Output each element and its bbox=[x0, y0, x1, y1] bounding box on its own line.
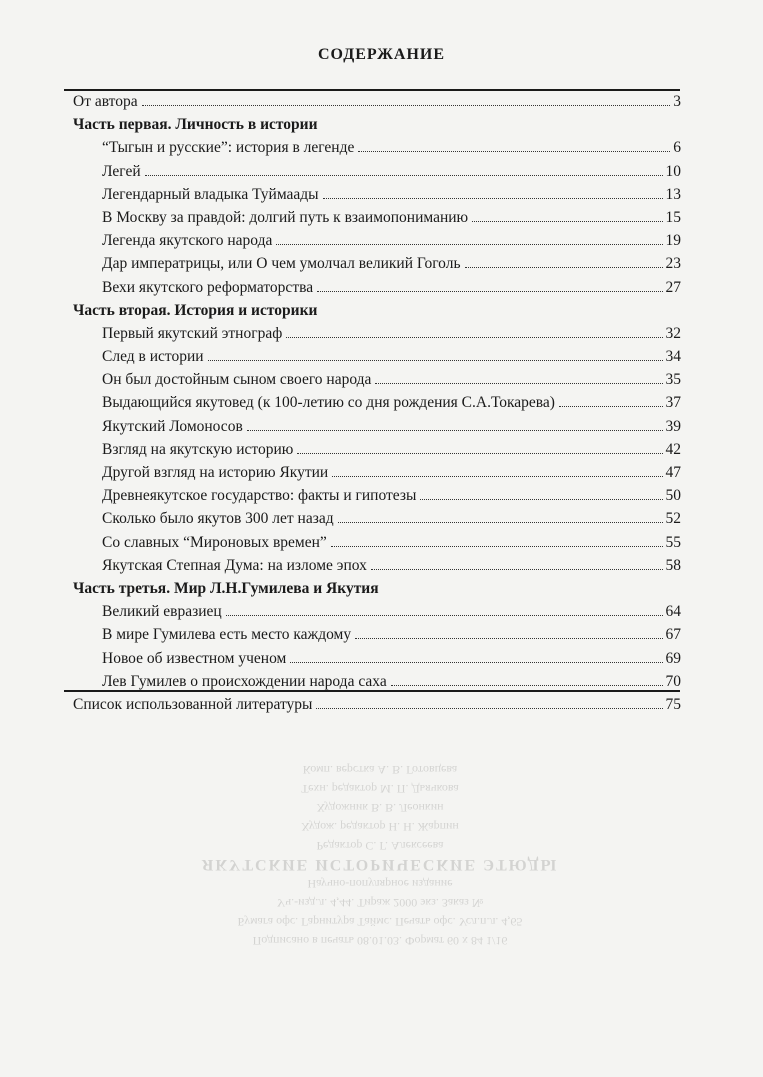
toc-entry-title: Часть вторая. История и историки bbox=[73, 301, 318, 319]
imprint-line: Редактор С. Г. Алексеева bbox=[316, 839, 444, 853]
toc-entry-title: Со славных “Мироновых времен” bbox=[102, 533, 327, 551]
toc-entry-title: Вехи якутского реформаторства bbox=[102, 278, 314, 296]
toc-entry-title: След в истории bbox=[102, 348, 204, 366]
page-title: СОДЕРЖАНИЕ bbox=[317, 46, 446, 63]
toc-page-number: 6 bbox=[673, 139, 681, 157]
toc-entry bbox=[73, 461, 681, 484]
toc-page-number: 37 bbox=[665, 394, 681, 412]
toc-entry bbox=[73, 693, 681, 716]
toc-dot-leader bbox=[323, 198, 663, 199]
toc-entry bbox=[73, 90, 681, 113]
toc-page-number: 50 bbox=[665, 487, 681, 505]
toc-page-number: 69 bbox=[665, 649, 681, 667]
toc-dot-leader bbox=[420, 499, 662, 500]
toc-page-number: 34 bbox=[665, 348, 681, 366]
toc-entry-title: Якутская Степная Дума: на изломе эпох bbox=[102, 556, 367, 574]
toc-page-number: 39 bbox=[665, 417, 681, 435]
toc-entry-title: Взгляд на якутскую историю bbox=[102, 440, 294, 458]
toc-dot-leader bbox=[472, 221, 662, 222]
toc-entry bbox=[73, 229, 681, 252]
toc-entry-title: Легенда якутского народа bbox=[102, 232, 273, 250]
toc-entry-title: Великий евразиец bbox=[102, 603, 222, 621]
toc-entry-title: Другой взгляд на историю Якутии bbox=[102, 464, 329, 481]
toc-entry bbox=[73, 136, 681, 159]
toc-entry-title: Выдающийся якутовед (к 100-летию со дня рождения С.А.Токарева) bbox=[102, 394, 555, 412]
toc-entry-title: Древнеякутское государство: факты и гипотезы bbox=[102, 487, 417, 505]
toc-dot-leader bbox=[465, 267, 663, 268]
toc-page-number: 58 bbox=[665, 556, 681, 574]
toc-page-number: 52 bbox=[665, 510, 681, 528]
toc-page-number: 70 bbox=[665, 672, 681, 690]
imprint-line: Подписано в печать 08.01.03. Формат 60 х 84 1/16 bbox=[252, 934, 508, 948]
toc-dot-leader bbox=[247, 430, 663, 431]
imprint-line: Художник В. В. Леонкин bbox=[316, 801, 444, 815]
imprint-line: Комп. верстка А. В. Готовцева bbox=[302, 763, 458, 777]
toc-entry-title: Новое об известном ученом bbox=[102, 649, 287, 667]
toc-entry-title: Легей bbox=[102, 162, 141, 180]
table-of-contents bbox=[73, 90, 681, 716]
toc-entry bbox=[73, 276, 681, 299]
toc-dot-leader bbox=[297, 453, 662, 454]
toc-dot-leader bbox=[375, 383, 662, 384]
toc-page-number: 47 bbox=[665, 464, 681, 481]
toc-dot-leader bbox=[559, 406, 663, 407]
toc-entry bbox=[73, 252, 681, 275]
toc-dot-leader bbox=[142, 105, 671, 106]
toc-entry bbox=[73, 345, 681, 368]
toc-page-number: 27 bbox=[665, 278, 681, 296]
toc-dot-leader bbox=[371, 569, 663, 570]
toc-entry bbox=[73, 438, 681, 461]
toc-page-number: 10 bbox=[665, 162, 681, 180]
imprint-line: Уч.-изд.л. 4,44. Тираж 2000 экз. Заказ № bbox=[276, 896, 484, 910]
imprint-line: ЯКУТСКИЕ ИСТОРИЧЕСКИЕ ЭТЮДЫ bbox=[201, 856, 559, 873]
toc-page-number: 75 bbox=[665, 695, 681, 713]
toc-entry-title: Легендарный владыка Туймаады bbox=[102, 185, 319, 203]
toc-page-number: 32 bbox=[665, 324, 681, 342]
toc-page-number: 13 bbox=[665, 185, 681, 203]
toc-dot-leader bbox=[338, 522, 663, 523]
toc-dot-leader bbox=[226, 615, 663, 616]
toc-entry-title: Лев Гумилев о происхождении народа саха bbox=[102, 672, 387, 690]
toc-entry bbox=[73, 600, 681, 623]
toc-dot-leader bbox=[286, 337, 662, 338]
toc-entry-title: “Тыгын и русские”: история в легенде bbox=[102, 139, 355, 157]
toc-entry-title: От автора bbox=[73, 93, 138, 110]
imprint-line: Техн. редактор М. П. Дьячкова bbox=[301, 782, 459, 796]
toc-entry bbox=[73, 160, 681, 183]
toc-dot-leader bbox=[145, 175, 663, 176]
toc-dot-leader bbox=[331, 546, 663, 547]
toc-entry-title: Часть первая. Личность в истории bbox=[73, 116, 318, 134]
toc-entry bbox=[73, 206, 681, 229]
toc-dot-leader bbox=[391, 685, 663, 686]
toc-entry bbox=[73, 183, 681, 206]
toc-entry bbox=[73, 507, 681, 530]
toc-part-heading bbox=[73, 299, 681, 322]
toc-entry bbox=[73, 391, 681, 414]
imprint-show-through bbox=[150, 760, 610, 950]
toc-page-number: 19 bbox=[665, 232, 681, 250]
toc-entry bbox=[73, 368, 681, 391]
toc-dot-leader bbox=[290, 662, 662, 663]
toc-dot-leader bbox=[316, 708, 662, 709]
toc-entry-title: Часть третья. Мир Л.Н.Гумилева и Якутия bbox=[73, 579, 379, 597]
bottom-rule bbox=[64, 690, 680, 692]
toc-page-number: 64 bbox=[665, 603, 681, 621]
toc-entry-title: Сколько было якутов 300 лет назад bbox=[102, 510, 334, 528]
toc-page-number: 55 bbox=[665, 533, 681, 551]
toc-entry bbox=[73, 484, 681, 507]
toc-page-number: 15 bbox=[665, 208, 681, 226]
toc-entry-title: Дар императрицы, или О чем умолчал великий Гоголь bbox=[102, 255, 461, 273]
toc-part-heading bbox=[73, 577, 681, 600]
toc-dot-leader bbox=[355, 638, 662, 639]
toc-page-number: 35 bbox=[665, 371, 681, 389]
toc-entry bbox=[73, 322, 681, 345]
toc-dot-leader bbox=[332, 476, 662, 477]
toc-page-number: 3 bbox=[673, 93, 681, 110]
toc-entry bbox=[73, 415, 681, 438]
imprint-line: Худож. редактор Н. Н. Жарпин bbox=[301, 820, 459, 834]
imprint-line: Научно-популярное издание bbox=[307, 877, 453, 891]
toc-dot-leader bbox=[317, 291, 662, 292]
toc-entry-title: Первый якутский этнограф bbox=[102, 324, 283, 342]
toc-entry-title: В Москву за правдой: долгий путь к взаимопониманию bbox=[102, 208, 469, 226]
toc-entry-title: Он был достойным сыном своего народа bbox=[102, 371, 372, 389]
toc-entry-title: В мире Гумилева есть место каждому bbox=[102, 626, 352, 644]
toc-entry-title: Якутский Ломоносов bbox=[102, 417, 243, 435]
toc-entry bbox=[73, 531, 681, 554]
toc-dot-leader bbox=[358, 151, 670, 152]
toc-page-number: 23 bbox=[665, 255, 681, 273]
imprint-line: Бумага офс. Гарнитура Таймс. Печать офс. Усл.п.л. 4,65 bbox=[237, 915, 523, 929]
toc-page-number: 67 bbox=[665, 626, 681, 644]
toc-entry-title: Список использованной литературы bbox=[73, 695, 313, 713]
toc-page-number: 42 bbox=[665, 440, 681, 458]
toc-part-heading bbox=[73, 113, 681, 136]
toc-entry bbox=[73, 647, 681, 670]
toc-dot-leader bbox=[208, 360, 663, 361]
toc-entry bbox=[73, 623, 681, 646]
toc-entry bbox=[73, 554, 681, 577]
toc-dot-leader bbox=[276, 244, 662, 245]
